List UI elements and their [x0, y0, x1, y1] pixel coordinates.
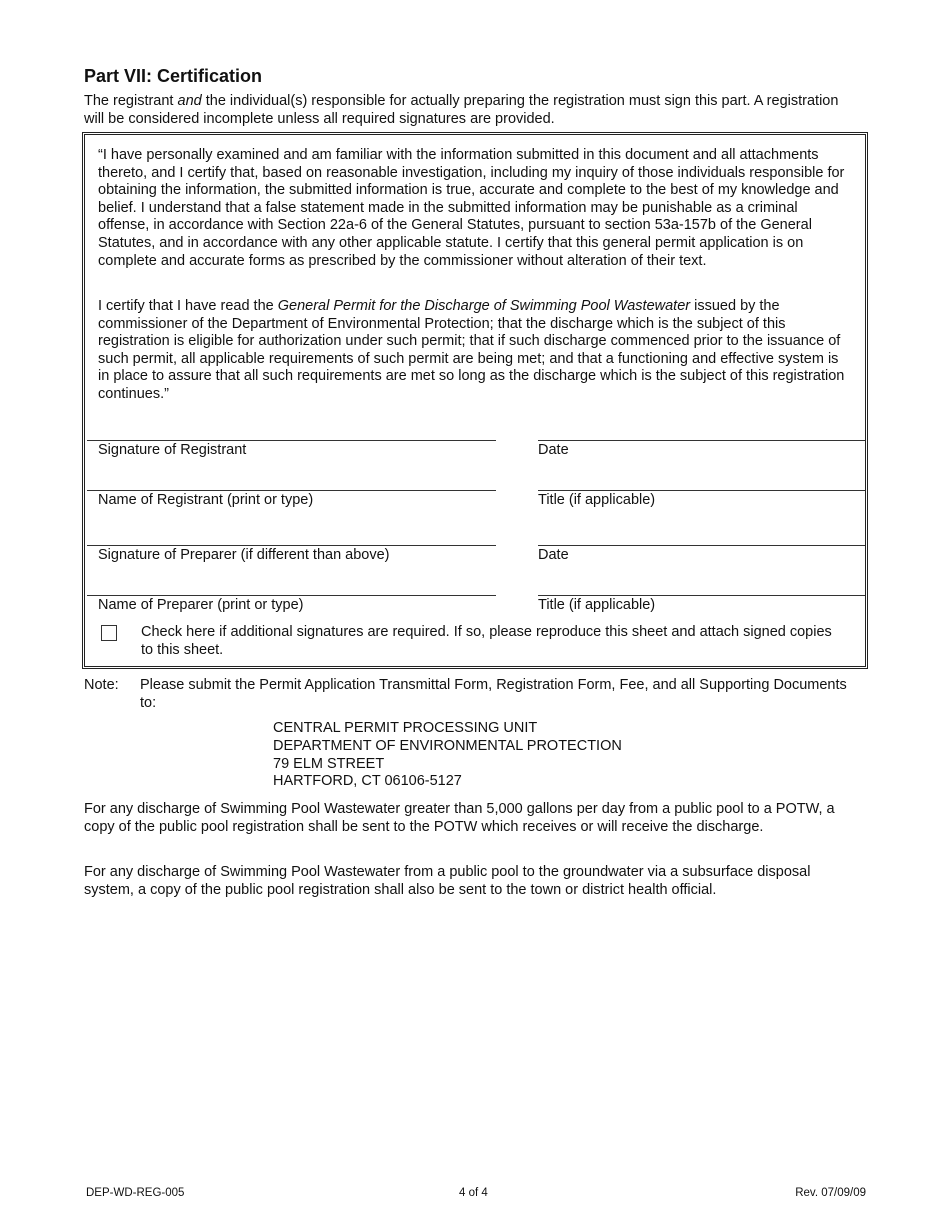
- preparer-date-field[interactable]: [538, 545, 865, 546]
- certification-statement-2-end: issued by the commissioner of the Department of Environmental Protection; that the discharge which is the subject of this registration is eligible for authorization under such permit; that if such discharge commenced prior to the issuance of such permit, all applicable requirements of such permit are being met; and that a functioning and effective system is in place to assure that all such requirements are met so long as the discharge which is the subject of this registration continues.”: [98, 298, 845, 402]
- note-label: Note:: [84, 677, 119, 693]
- form-id: DEP-WD-REG-005: [86, 1187, 185, 1199]
- intro-text-end: the individual(s) responsible for actually preparing the registration must sign this part. A registration will be considered incomplete unless all required signatures are provided.: [84, 93, 839, 127]
- page-title: Part VII: Certification: [84, 66, 263, 86]
- address-line-2: DEPARTMENT OF ENVIRONMENTAL PROTECTION: [273, 737, 622, 754]
- address-line-3: 79 ELM STREET: [273, 755, 385, 772]
- permit-title: General Permit for the Discharge of Swimming Pool Wastewater: [277, 298, 691, 314]
- intro-text: [84, 92, 854, 128]
- certification-box: [82, 132, 868, 669]
- preparer-title-label: Title (if applicable): [538, 597, 656, 613]
- intro-emphasis: and: [177, 93, 202, 109]
- certification-statement-1: “I have personally examined and am familiar with the information submitted in this document and all attachments thereto, and I certify that, based on reasonable investigation, including my inquiry of those individuals responsible for obtaining the information, the submitted information is true, accurate and complete to the best of my knowledge and belief. I understand that a false statement made in the submitted information may be punishable as a criminal offense, in accordance with Section 22a-6 of the General Statutes, pursuant to section 53a-157b of the General Statutes, and in accordance with any other applicable statute. I certify that this general permit application is on complete and accurate forms as prescribed by the commissioner without alteration of their text.: [98, 147, 845, 269]
- registrant-date-label: Date: [538, 442, 569, 458]
- certification-statement-2: [98, 298, 850, 404]
- preparer-date-label: Date: [538, 547, 569, 563]
- certification-statement-2-start: I certify that I have read the: [98, 298, 278, 314]
- potw-discharge-paragraph: For any discharge of Swimming Pool Wastewater greater than 5,000 gallons per day from a public pool to a POTW, a copy of the public pool registration shall be sent to the POTW which receives or will receive the discharge.: [84, 801, 835, 835]
- additional-signatures-checkbox[interactable]: [101, 625, 117, 641]
- preparer-name-label: Name of Preparer (print or type): [98, 597, 304, 613]
- registrant-signature-label: Signature of Registrant: [98, 442, 247, 458]
- revision-date: Rev. 07/09/09: [795, 1187, 866, 1199]
- groundwater-discharge-paragraph: For any discharge of Swimming Pool Wastewater from a public pool to the groundwater via a subsurface disposal system, a copy of the public pool registration shall also be sent to the town or district health official.: [84, 864, 811, 898]
- intro-text-start: The registrant: [84, 93, 178, 109]
- registrant-date-field[interactable]: [538, 440, 865, 441]
- address-line-4: HARTFORD, CT 06106-5127: [273, 773, 462, 790]
- mailing-address: [273, 720, 622, 791]
- address-line-1: CENTRAL PERMIT PROCESSING UNIT: [273, 720, 538, 736]
- registrant-name-label: Name of Registrant (print or type): [98, 492, 314, 508]
- page-number: 4 of 4: [459, 1187, 488, 1199]
- note-text: Please submit the Permit Application Transmittal Form, Registration Form, Fee, and all Supporting Documents to:: [140, 677, 847, 711]
- preparer-signature-label: Signature of Preparer (if different than above): [98, 547, 390, 563]
- additional-signatures-label: Check here if additional signatures are required. If so, please reproduce this sheet and attach signed copies to this sheet.: [141, 624, 832, 658]
- registrant-title-label: Title (if applicable): [538, 492, 656, 508]
